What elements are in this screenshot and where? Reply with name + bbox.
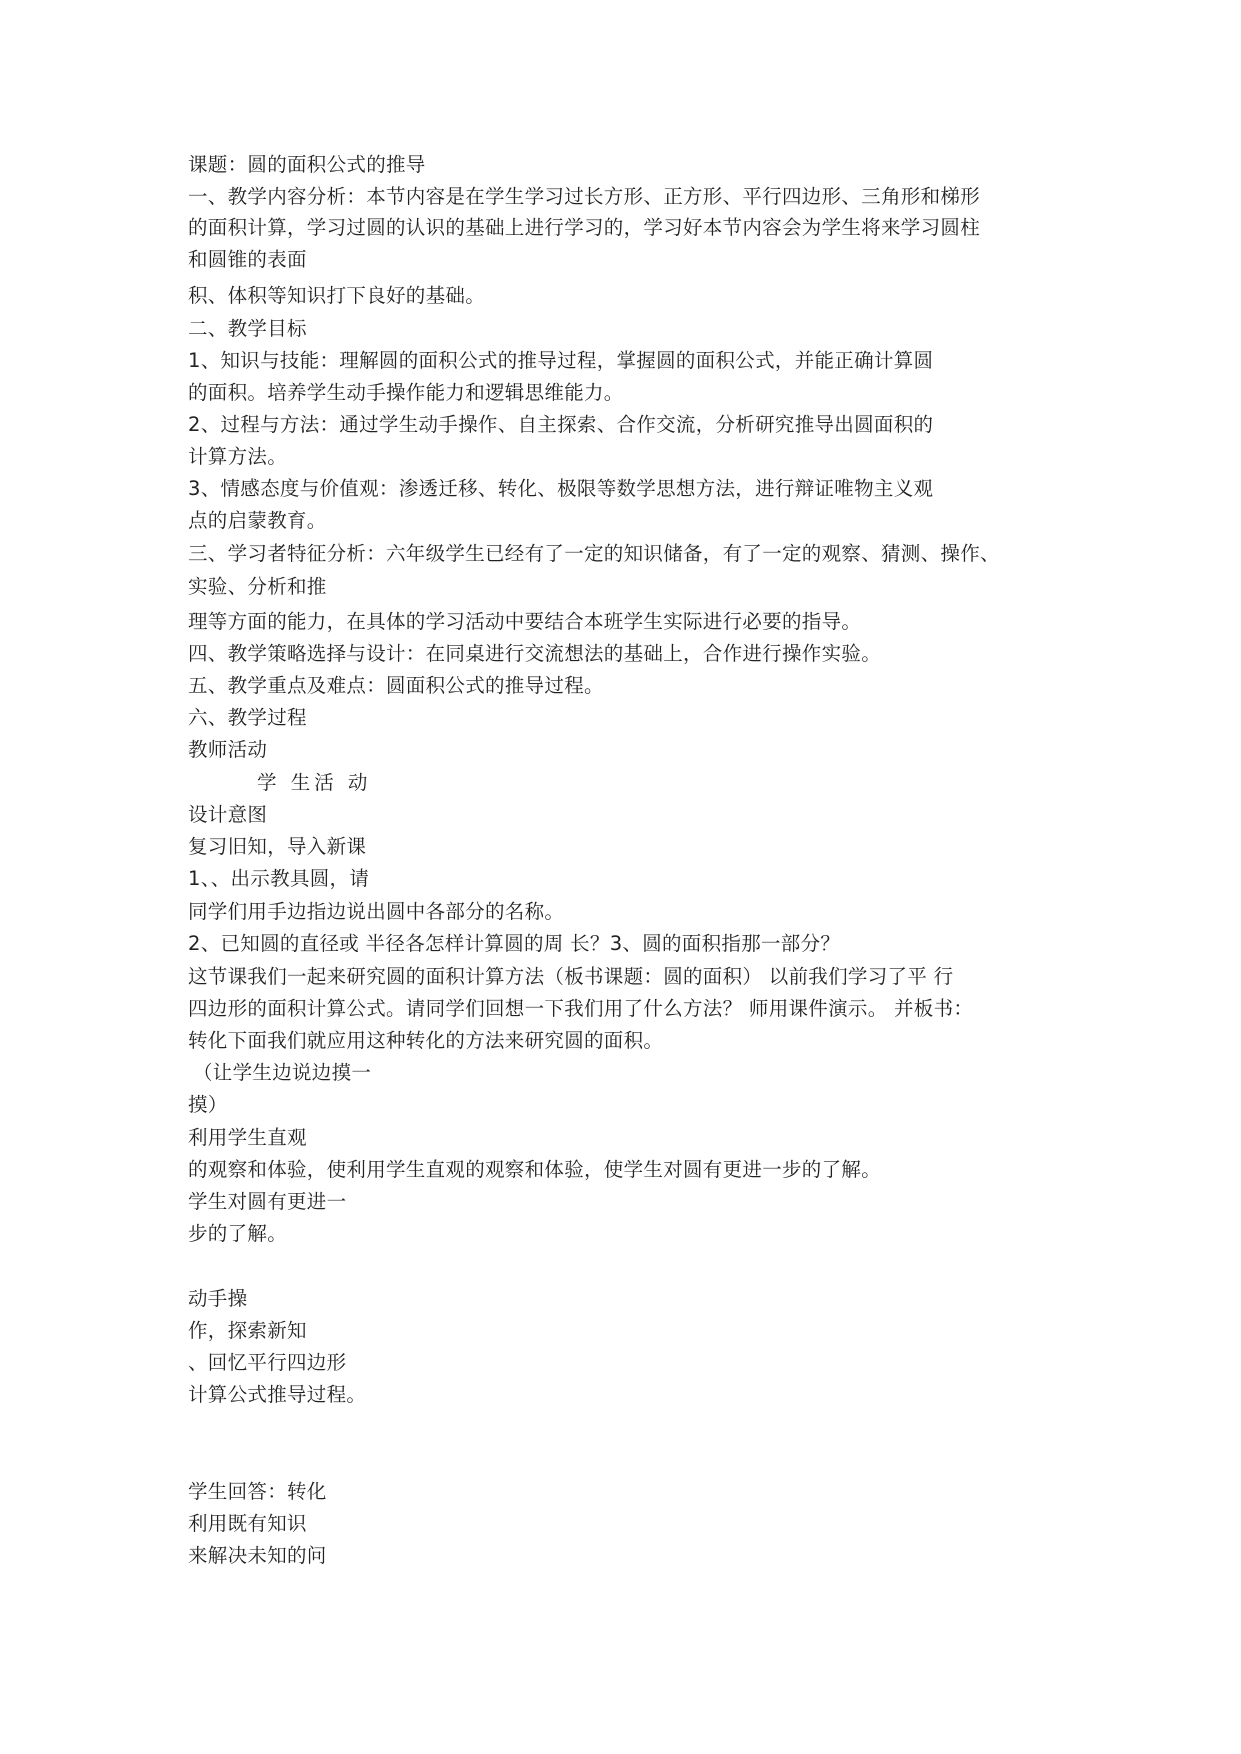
text-line: 和圆锥的表面 <box>188 248 307 271</box>
text-line: 四、教学策略选择与设计：在同桌进行交流想法的基础上，合作进行操作实验。 <box>188 642 882 665</box>
text-line: 复习旧知，导入新课 <box>188 835 367 858</box>
text-line: 3、情感态度与价值观：渗透迁移、转化、极限等数学思想方法，进行辩证唯物主义观 <box>188 477 934 500</box>
text-line: 这节课我们一起来研究圆的面积计算方法（板书课题：圆的面积） 以前我们学习了平 行 <box>188 965 954 988</box>
text-line: 学生回答：转化 <box>188 1480 327 1503</box>
text-line: （让学生边说边摸一 <box>193 1061 372 1084</box>
text-line: 利用既有知识 <box>188 1512 307 1535</box>
section-heading: 二、教学目标 <box>188 317 307 340</box>
text-line: 点的启蒙教育。 <box>188 509 327 532</box>
table-label-design: 设计意图 <box>188 803 268 826</box>
text-line: 利用学生直观 <box>188 1126 307 1149</box>
text-line: 的面积计算，学习过圆的认识的基础上进行学习的，学习好本节内容会为学生将来学习圆柱 <box>188 216 981 239</box>
table-label-teacher: 教师活动 <box>188 738 268 761</box>
text-line: 动手操 <box>188 1287 248 1310</box>
text-line: 1、知识与技能：理解圆的面积公式的推导过程，掌握圆的面积公式，并能正确计算圆 <box>188 349 934 372</box>
lesson-title: 课题：圆的面积公式的推导 <box>188 153 426 176</box>
text-line: 理等方面的能力，在具体的学习活动中要结合本班学生实际进行必要的指导。 <box>188 610 862 633</box>
text-line: 的观察和体验，使利用学生直观的观察和体验，使学生对圆有更进一步的了解。 <box>188 1158 882 1181</box>
text-line: 计算方法。 <box>188 445 288 468</box>
text-line: 三、学习者特征分析：六年级学生已经有了一定的知识储备，有了一定的观察、猜测、操作、 <box>188 542 1000 565</box>
text-line: 转化下面我们就应用这种转化的方法来研究圆的面积。 <box>188 1029 664 1052</box>
text-line: 步的了解。 <box>188 1222 288 1245</box>
section-heading: 六、教学过程 <box>188 706 307 729</box>
text-line: 、回忆平行四边形 <box>188 1351 347 1374</box>
text-line: 作，探索新知 <box>188 1319 307 1342</box>
text-line: 积、体积等知识打下良好的基础。 <box>188 284 486 307</box>
text-line: 计算公式推导过程。 <box>188 1383 367 1406</box>
text-line: 1、、出示教具圆，请 <box>188 867 370 890</box>
text-line: 五、教学重点及难点：圆面积公式的推导过程。 <box>188 674 604 697</box>
text-line: 来解决未知的问 <box>188 1544 327 1567</box>
text-line: 摸） <box>188 1093 228 1116</box>
text-line: 的面积。培养学生动手操作能力和逻辑思维能力。 <box>188 381 624 404</box>
text-line: 一、教学内容分析：本节内容是在学生学习过长方形、正方形、平行四边形、三角形和梯形 <box>188 185 981 208</box>
text-line: 四边形的面积计算公式。请同学们回想一下我们用了什么方法？ 师用课件演示。 并板书： <box>188 997 974 1020</box>
table-label-student: 学 生活 动 <box>257 771 372 794</box>
text-line: 2、过程与方法：通过学生动手操作、自主探索、合作交流，分析研究推导出圆面积的 <box>188 413 934 436</box>
text-line: 学生对圆有更进一 <box>188 1190 347 1213</box>
text-line: 2、已知圆的直径或 半径各怎样计算圆的周 长？3、圆的面积指那一部分？ <box>188 932 841 955</box>
text-line: 同学们用手边指边说出圆中各部分的名称。 <box>188 900 565 923</box>
text-line: 实验、分析和推 <box>188 575 327 598</box>
